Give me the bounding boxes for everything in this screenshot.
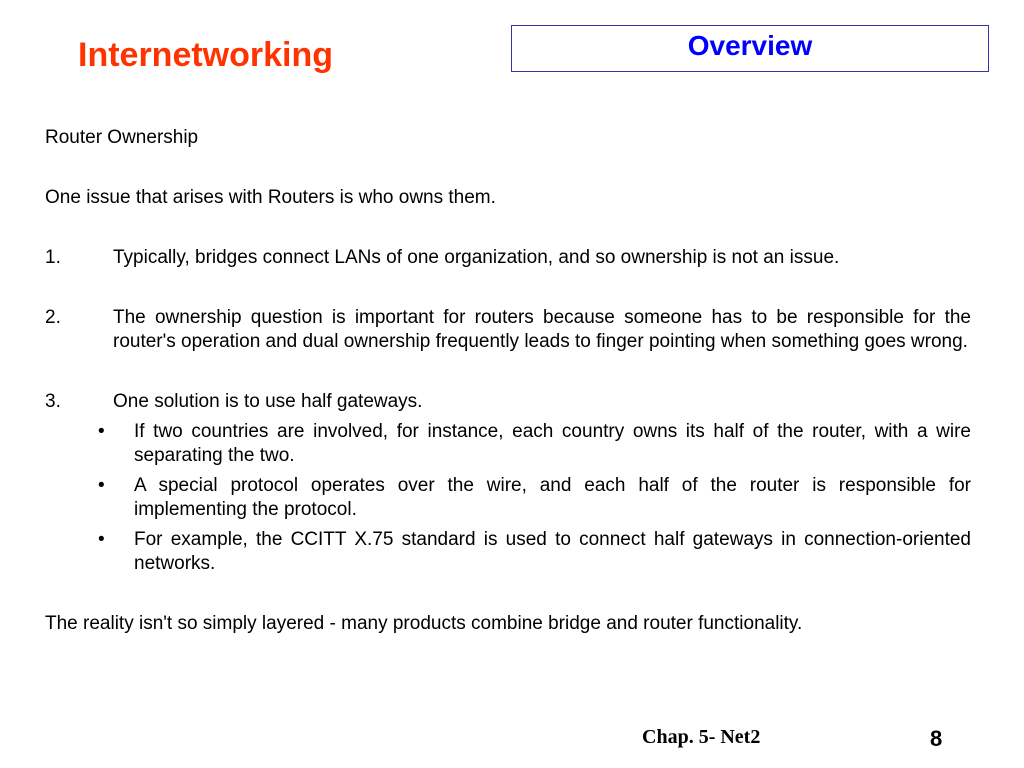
body-subtitle: Router Ownership (45, 127, 199, 148)
body-intro: One issue that arises with Routers is who owns them. (45, 187, 496, 208)
bullet-item (45, 528, 971, 576)
slide-title: Internetworking (78, 36, 334, 74)
footer-page-number: 8 (930, 726, 943, 751)
bullet-text: If two countries are involved, for instance, each country owns its half of the router, with a wire separating the two. (134, 421, 971, 466)
numbered-item (45, 306, 971, 354)
numbered-item (45, 246, 971, 270)
item-text: Typically, bridges connect LANs of one organization, and so ownership is not an issue. (113, 247, 840, 268)
numbered-item (45, 390, 971, 414)
bullet-list (45, 420, 971, 576)
section-label-box (511, 25, 989, 72)
bullet-item (45, 420, 971, 468)
item-number: 2. (45, 307, 61, 328)
section-label: Overview (687, 29, 813, 61)
footer-chapter: Chap. 5- Net2 (642, 726, 761, 748)
bullet-marker: • (98, 421, 105, 442)
bullet-marker: • (98, 475, 105, 496)
item-text: One solution is to use half gateways. (113, 391, 423, 412)
bullet-marker: • (98, 529, 105, 550)
item-text: The ownership question is important for routers because someone has to be responsible for the router's operation and dual ownership frequently leads to finger pointing when something goes wrong. (113, 307, 971, 352)
body-closing: The reality isn't so simply layered - many products combine bridge and router functionality. (45, 613, 803, 634)
slide-body (45, 126, 971, 636)
bullet-text: A special protocol operates over the wire, and each half of the router is responsible for implementing the protocol. (134, 475, 971, 520)
bullet-text: For example, the CCITT X.75 standard is used to connect half gateways in connection-oriented networks. (134, 529, 971, 574)
item-number: 3. (45, 391, 61, 412)
bullet-item (45, 474, 971, 522)
item-number: 1. (45, 247, 61, 268)
